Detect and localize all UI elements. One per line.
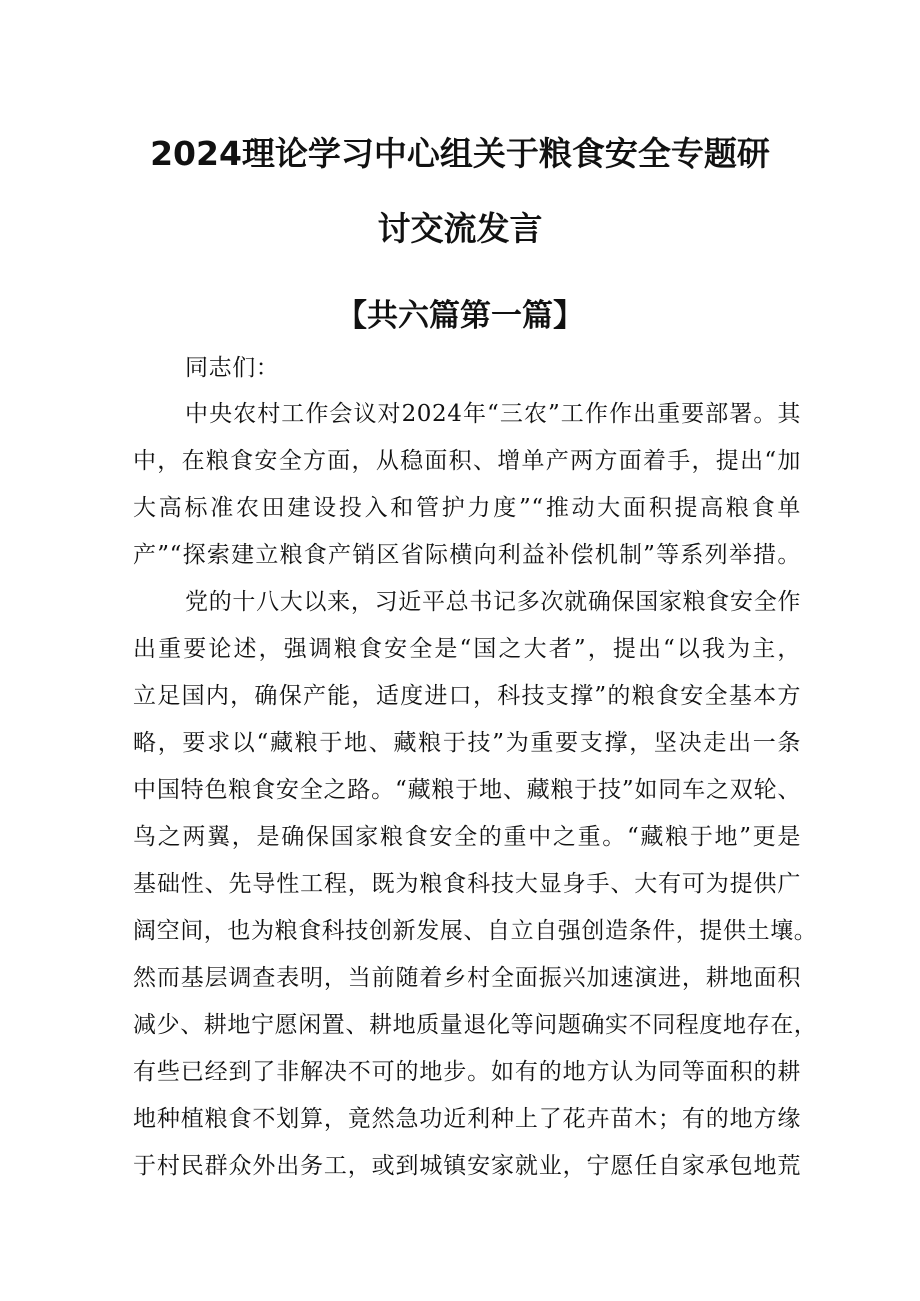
paragraph-line: 中国特色粮食安全之路。“藏粮于地、藏粮于技”如同车之双轮、 [133,777,801,803]
paragraph-line: 略，要求以“藏粮于地、藏粮于技”为重要支撑，坚决走出一条 [133,730,801,756]
paragraph-line: 中央农村工作会议对2024年“三农”工作作出重要部署。其 [185,401,801,427]
paragraph-line: 有些已经到了非解决不可的地步。如有的地方认为同等面积的耕 [133,1059,801,1085]
paragraph-line: 党的十八大以来，习近平总书记多次就确保国家粮食安全作 [185,589,801,615]
paragraph-line: 基础性、先导性工程，既为粮食科技大显身手、大有可为提供广 [133,871,801,897]
paragraph-line: 中，在粮食安全方面，从稳面积、增单产两方面着手，提出“加 [133,448,801,474]
document-subtitle: 【共六篇第一篇】 [336,298,584,334]
document-title-line-2: 讨交流发言 [377,209,543,248]
paragraph-line: 阔空间，也为粮食科技创新发展、自立自强创造条件，提供土壤。 [133,918,818,944]
paragraph-line: 大高标准农田建设投入和管护力度”“推动大面积提高粮食单 [133,495,801,521]
paragraph-line: 减少、耕地宁愿闲置、耕地质量退化等问题确实不同程度地存在， [133,1012,818,1038]
paragraph-line: 产”“探索建立粮食产销区省际横向利益补偿机制”等系列举措。 [133,542,801,568]
paragraph-line: 立足国内，确保产能，适度进口，科技支撑”的粮食安全基本方 [133,683,801,709]
document-title-line-1: 2024理论学习中心组关于粮食安全专题研 [150,134,770,173]
paragraph-line: 地种植粮食不划算，竟然急功近利种上了花卉苗木；有的地方缘 [133,1106,801,1132]
paragraph-line: 于村民群众外出务工，或到城镇安家就业，宁愿任自家承包地荒 [133,1153,801,1179]
paragraph-line: 然而基层调查表明，当前随着乡村全面振兴加速演进，耕地面积 [133,965,801,991]
salutation: 同志们： [185,355,280,381]
paragraph-line: 鸟之两翼，是确保国家粮食安全的重中之重。“藏粮于地”更是 [133,824,801,850]
paragraph-line: 出重要论述，强调粮食安全是“国之大者”，提出“以我为主， [133,636,801,662]
